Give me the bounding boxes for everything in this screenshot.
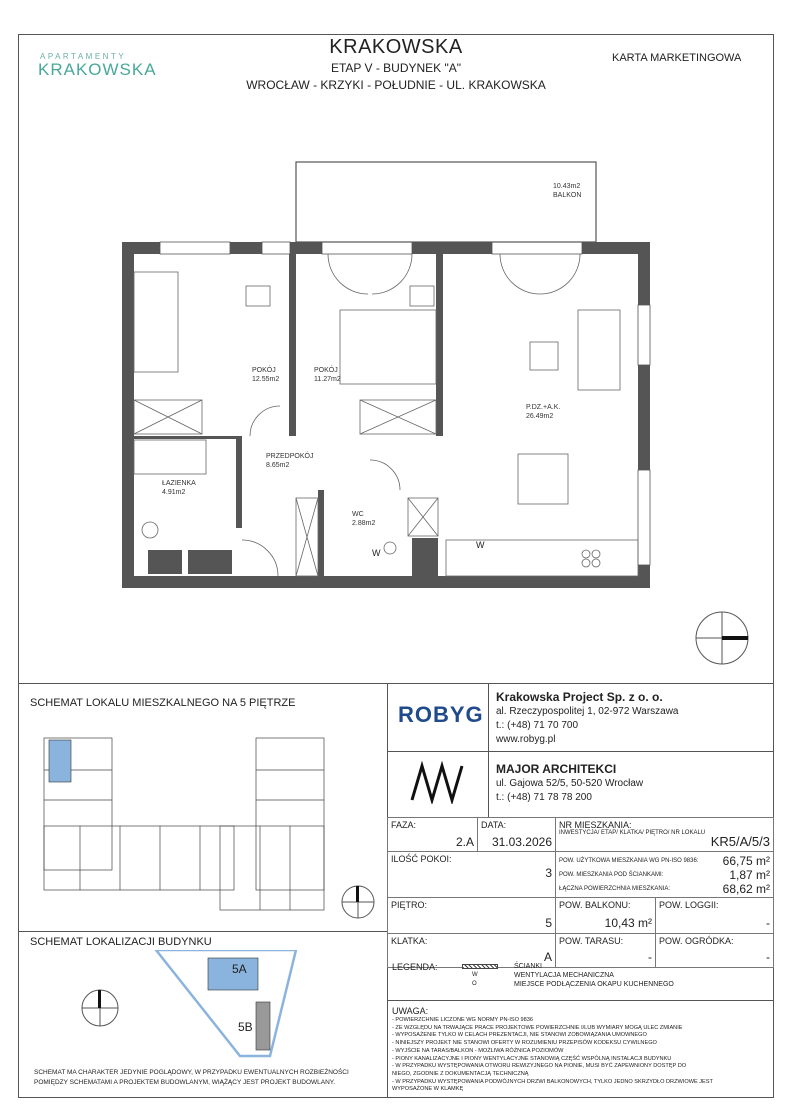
architect-name: MAJOR ARCHITEKCI [496,762,617,776]
compass-icon [82,990,118,1026]
pow-sc-value: 1,87 m² [729,868,770,882]
page-subtitle-location: WROCŁAW - KRZYKI - POŁUDNIE - UL. KRAKOWSKA [246,78,546,92]
major-logo [408,760,468,804]
plan-door-arc-5 [372,254,412,294]
pietro-value: 5 [545,916,552,930]
divider-4 [387,1000,774,1001]
balkon-value: 10,43 m² [604,916,652,930]
divider-2 [18,931,387,932]
scheme-building-title: SCHEMAT LOKALIZACJI BUDYNKU [30,936,212,948]
plan-window-4 [492,242,582,254]
pietro-label: PIĘTRO: [391,900,428,910]
sink-icon [142,522,158,538]
room-label-balcony: 10.43m2 BALKON [553,183,582,199]
data-label: DATA: [481,820,507,830]
pow-sc-label: POW. MIESZKANIA POD ŚCIANKAMI: [559,872,664,878]
faza-value: 2.A [455,835,474,849]
stove-icon [582,550,590,558]
loggia-label: POW. LOGGII: [659,900,719,910]
plan-door-arc-2 [370,460,400,490]
room-label-living: P.DZ.+A.K. 26.49m2 [526,404,561,420]
plan-door-arc-4 [328,254,368,294]
page-subtitle-stage: ETAP V - BUDYNEK "A" [330,61,462,75]
building-scheme [60,950,380,1060]
ventilation-marker-1: W [372,548,381,558]
architect-address: ul. Gajowa 52/5, 50-520 Wrocław [496,778,644,789]
room-label-wc: WC 2.88m2 [352,511,376,527]
toilet-icon [384,542,396,554]
plan-table-small [530,342,558,370]
room-label-hall: PRZEDPOKÓJ 8.65m2 [266,453,314,469]
plan-shaft-2 [188,550,232,574]
pokoje-label: ILOŚĆ POKOI: [391,854,452,864]
legend-items: ŚCIANKI WENTYLACJA MECHANICZNA MIEJSCE PODŁĄCZENIA OKAPU KUCHENNEGO [514,963,674,988]
plan-window-5 [638,305,650,365]
disclaimer: SCHEMAT MA CHARAKTER JEDYNIE POGLĄDOWY, W PRZYPADKU EWENTUALNYCH ROZBIEŻNOŚCI POMIĘDZY SCHEMATAMI A PROJEKTEM BUDOWLANYM, WIĄŻĄCY JEST PROJEKT BUDOWLANY. [34,1069,349,1086]
ogrodek-label: POW. OGRÓDKA: [659,936,734,946]
info-table [387,817,774,968]
page-title: KRAKOWSKA [329,36,463,58]
pow-uz-label: POW. UŻYTKOWA MIESZKANIA WG PN-ISO 9836: [559,858,699,864]
faza-label: FAZA: [391,820,417,830]
robyg-logo: ROBYG [398,702,484,727]
developer-address: al. Rzeczypospolitej 1, 02-972 Warszawa [496,706,679,717]
plan-door-arc-7 [540,254,580,294]
notes-list: - POWIERZCHNIE LICZONE WG NORMY PN-ISO 9836 - ZE WZGLĘDU NA TRWAJĄCE PRACE PROJEKTOWE POWIERZCHNIE I/LUB WYMIARY MOGĄ ULEC ZMIANIE - WYPOSAŻENIE TYLKO W CELACH PREZENTACJI, NIE STANOWI ZOBOWIĄZANIA UMOWNEGO - NINIEJSZY PROJEKT NIE STANOWI OFERTY W ROZUMIENIU PRZEPISÓW KODEKSU CYWILNEGO - WYJŚCIE NA TARAS/BALKON - MOŻLIWA RÓŻNICA POZIOMÓW - PIONY KANALIZACYJNE I PIONY WENTYLACYJNE STANOWIĄ CZĘŚĆ WSPÓLNĄ INSTALACJI BUDYNKU - W PRZYPADKU WYSTĘPOWANIA OTWORU REWIZYJNEGO NA PIONIE, MUSI BYĆ ZAPEWNIONY DOSTĘP DO NIEGO, ZGODNIE Z DOKUMENTACJĄ TECHNICZNĄ - W PRZYPADKU WYSTĘPOWANIA PODWÓJNYCH DRZWI BALKONOWYCH, TYLKO JEDNO SKRZYDŁO DRZWIOWE JEST WYPOSAŻONE W KLAMKĘ [392,1017,713,1093]
plan-shaft-3 [412,538,438,576]
scheme-floor-title: SCHEMAT LOKALU MIESZKALNEGO NA 5 PIĘTRZE [30,697,296,709]
plan-wall-partition-2 [436,254,443,436]
architect-phone: t.: (+48) 71 78 78 200 [496,792,592,803]
pokoje-value: 3 [545,866,552,880]
taras-value: - [648,950,652,964]
plan-desk-1 [246,286,270,306]
plan-wall-wc [318,490,324,576]
room-label-pokoj-2: POKÓJ 11.27m2 [314,367,341,383]
klatka-label: KLATKA: [391,936,428,946]
plan-wall-partition-1 [289,254,296,436]
notes-title: UWAGA: [392,1006,429,1016]
room-label-pokoj-1: POKÓJ 12.55m2 [252,367,280,383]
plan-wall-bath [236,436,242,528]
plan-bed-1 [134,272,178,372]
nr-label: NR MIESZKANIA: [559,820,632,830]
plan-kitchen-counter [446,540,638,576]
plan-wall-bath-top [134,436,236,439]
plan-door-arc-3 [242,540,278,576]
brand-logo-top: APARTAMENTY [40,52,127,61]
legend-hood-symbol: O [472,981,477,987]
developer-name: Krakowska Project Sp. z o. o. [496,690,663,704]
plan-bathtub [134,440,206,474]
divider-logo [488,683,489,817]
balkon-label: POW. BALKONU: [559,900,631,910]
taras-label: POW. TARASU: [559,936,624,946]
plan-shaft-1 [148,550,182,574]
legend-wall-swatch [462,964,498,969]
compass-icon [696,612,748,664]
plan-sofa [578,310,620,390]
loggia-value: - [766,916,770,930]
compass-icon [340,872,380,932]
pow-l-value: 68,62 m² [722,882,770,896]
document-type: KARTA MARKETINGOWA [612,52,742,64]
room-label-bathroom: ŁAZIENKA 4.91m2 [162,480,196,496]
developer-phone: t.: (+48) 71 70 700 [496,720,579,731]
legend-title: LEGENDA: [392,962,438,972]
divider [18,683,774,684]
plan-bed-2 [340,310,436,384]
plan-window-3 [322,242,412,254]
plan-dining-table [518,454,568,504]
plan-door-arc-1 [250,406,280,436]
ogrodek-value: - [766,950,770,964]
plan-balcony [296,162,596,242]
ventilation-marker-2: W [476,540,485,550]
pow-l-label: ŁĄCZNA POWIERZCHNIA MIESZKANIA: [559,886,671,892]
building-label-5b: 5B [238,1020,253,1034]
plan-desk-2 [410,286,434,306]
nr-value: KR5/A/5/3 [710,834,770,849]
plan-window-2 [262,242,290,254]
plan-window-6 [638,470,650,565]
highlighted-flat [49,740,71,782]
building-5b [256,1002,270,1050]
legend-vent-symbol: W [472,972,478,978]
building-label-5a: 5A [232,962,247,976]
brand-logo: KRAKOWSKA [38,60,157,79]
plan-wall-bottom [122,576,650,588]
klatka-value: A [543,950,552,964]
plan-wall-left [122,242,134,588]
pow-uz-value: 66,75 m² [722,854,770,868]
plan-window-1 [160,242,230,254]
floor-scheme [30,730,340,920]
data-value: 31.03.2026 [491,835,552,849]
nr-sublabel: INWESTYCJA/ ETAP/ KLATKA/ PIĘTRO/ NR LOKALU [559,830,706,836]
divider-3 [387,751,774,752]
plan-door-arc-6 [500,254,540,294]
developer-web[interactable]: www.robyg.pl [496,734,556,745]
